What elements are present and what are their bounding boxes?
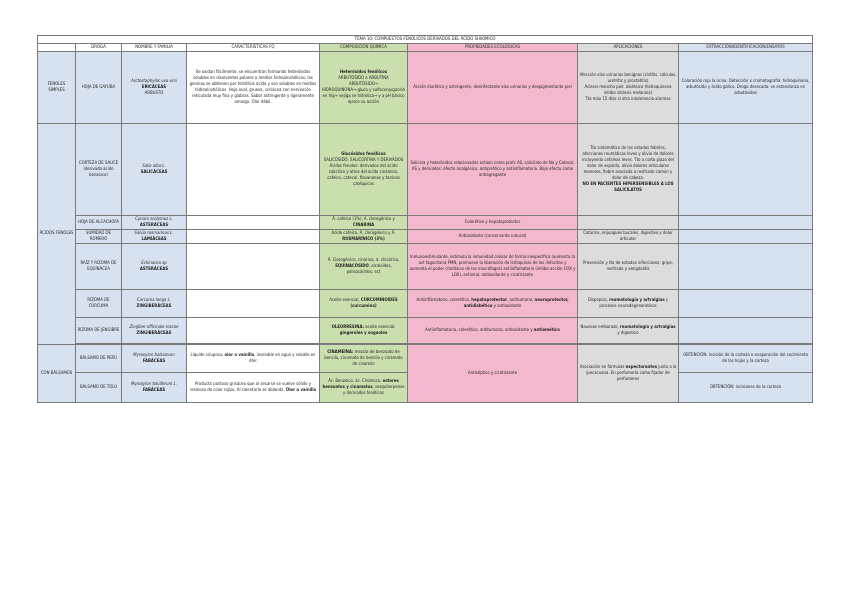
apl-jengibre bbox=[578, 318, 679, 344]
fq-peru bbox=[187, 345, 320, 373]
prop-curcuma-b: , antitumoral, bbox=[507, 297, 534, 303]
header-droga: DROGA bbox=[76, 44, 122, 52]
apl-curcuma-b: y procesos neurodegenerativos bbox=[599, 297, 669, 309]
comp-jengibre-bold1: OLEORRESINA: bbox=[331, 324, 364, 330]
nombre-peru bbox=[122, 345, 187, 373]
family-peru: FABÁCEAS bbox=[142, 358, 166, 364]
ext-peru: OBTENCIÓN: incisión de la corteza o evaporación del cocimiento de las hojas y la corteza bbox=[679, 345, 813, 373]
comp-tolu-b: , sesquiterpenos y derivados fenólicos bbox=[343, 384, 405, 396]
droga-gayuba: HOJA DE GAYUBA bbox=[76, 52, 122, 124]
apl-balsamos-a: Asociación en fórmulas bbox=[579, 364, 625, 370]
family-sauce: SALICÁCEAS bbox=[140, 169, 168, 175]
comp-romero-bold: ROSMARÍNICO (3%) bbox=[342, 236, 385, 242]
family-romero: LAMIÁCEAS bbox=[141, 236, 167, 242]
comp-curcuma bbox=[320, 290, 408, 318]
apl-jengibre-a: Nauseas embarazo, bbox=[580, 324, 619, 330]
comp-peru-bold: CINAMEÍNA: bbox=[327, 349, 354, 355]
apl-sauce bbox=[578, 124, 679, 216]
header-blank bbox=[38, 44, 76, 52]
apl-romero: Catarros, enjuagues bucales, digestivo y dolor articular bbox=[578, 230, 679, 244]
fq-alcachofa bbox=[187, 216, 320, 230]
apl-sauce-text: Tto sintomático de los estados febriles, afecciones reumáticas leves y alivio de dolores incluyendo cefaleas leves. Tto a corto plazo del dolor de espalda, alivio dolores articulares menores, fiebre asociada a resfriado común y dolor de cabeza. bbox=[582, 145, 674, 181]
prop-curcuma-c: y antioxidante bbox=[493, 303, 522, 309]
comp-alcachofa-text: Á. cafeico (1%), Á. clorogénico y bbox=[332, 216, 395, 222]
comp-romero-text: Ácido cafeico, Á. clorogénico y Á. bbox=[331, 230, 396, 236]
tipo-gayuba: ARBUSTO bbox=[144, 90, 164, 96]
group-fenoles-simples: FENOLES SIMPLES bbox=[38, 52, 76, 124]
droga-tolu: BÁLSAMO DE TOLÚ bbox=[76, 373, 122, 403]
prop-balsamos: Antiséptico y cicatrizante bbox=[408, 345, 578, 403]
comp-sauce-2: Ácidos fenoles: derivados del ácido salicílico y otros del ácido cinámico, cafeico, catecol, flavanonas y taninos catéquicos bbox=[327, 163, 400, 187]
fq-tolu bbox=[187, 373, 320, 403]
prop-curcuma-bold1: hepatoprotector bbox=[471, 297, 508, 303]
header-aplicaciones: APLICACIONES bbox=[578, 44, 679, 52]
species-equinacea: Echinacea sp bbox=[141, 260, 167, 266]
compuestos-fenolicos-table bbox=[37, 35, 813, 403]
species-romero: Salvia rosmarinus L. bbox=[134, 230, 174, 236]
header-nombre: NOMBRE Y FAMILIA bbox=[122, 44, 187, 52]
prop-alcachofa: Colerético y hepatoprotector bbox=[408, 216, 578, 230]
prop-jengibre-bold: antiemético bbox=[533, 327, 560, 333]
fq-romero bbox=[187, 230, 320, 244]
nombre-curcuma bbox=[122, 290, 187, 318]
comp-peru-text: mezcla de benzoato de bencilo, cinamato de bencilo y cinamato de cinamilo bbox=[324, 349, 403, 367]
droga-curcuma: RIZOMA DE CÚRCUMA bbox=[76, 290, 122, 318]
comp-equinacea-b: , alcaloides, polisacáridos, ect bbox=[346, 263, 392, 275]
family-tolu: FABÁCEAS bbox=[142, 387, 166, 393]
nombre-jengibre bbox=[122, 318, 187, 344]
fq-peru-bold: olor a vainilla bbox=[224, 352, 255, 358]
fq-curcuma bbox=[187, 290, 320, 318]
apl-jengibre-b: y digestivo bbox=[617, 330, 639, 336]
comp-sauce-1: SALICÓSIDO, SALICORTINA Y DERIVADOS bbox=[323, 157, 404, 163]
nombre-gayuba bbox=[122, 52, 187, 124]
prop-romero: Antioxidante (conservante natural) bbox=[408, 230, 578, 244]
prop-sauce: Salicina y heterósidos relacionados actúan como profc AS, salicilato de Na y Catecol. AS y derivados: efecto analgésico, antipirético y antiinflamatorio. Bajo efecto como antiagregante bbox=[408, 124, 578, 216]
nombre-romero bbox=[122, 230, 187, 244]
prop-curcuma bbox=[408, 290, 578, 318]
comp-alcachofa bbox=[320, 216, 408, 230]
fq-tolu-text: Producto pastoso grisáceo que al secarse se vuelve sólido y resinoso de color rojizo. Al calentarlo se ablanda. bbox=[189, 381, 312, 393]
header-composicion: COMPOSICIÓN QUÍMICA bbox=[320, 44, 408, 52]
ext-sauce bbox=[679, 124, 813, 216]
prop-gayuba: Acción diurética y astringente, desinfectante vías urinarias y despigmentante piel bbox=[408, 52, 578, 124]
header-extraccion: EXTRACCIÓN/IDENTIFICACIÓN/ENSAYOS bbox=[679, 44, 813, 52]
comp-gayuba-1: ARBUTÓSIDO o ARBUTINA bbox=[338, 75, 389, 81]
prop-curcuma-bold2: neuroprotector, antidiabético bbox=[463, 297, 569, 309]
fq-tolu-bold: Olor a vainilla bbox=[285, 387, 317, 393]
comp-gayuba-3: HIDROQUINONA→ gluco y sulfoconjugación en híg→ vejiga se hidroliza→ y a pH básico ejerce su acción bbox=[321, 87, 406, 105]
ext-tolu: OBTENCIÓN: incisiones de la corteza bbox=[679, 373, 813, 403]
species-sauce: Salix alba L. bbox=[142, 163, 166, 169]
apl-alcachofa bbox=[578, 216, 679, 230]
comp-curcuma-text: Aceite esencial, bbox=[329, 297, 360, 303]
comp-sauce-bold: Glucósidos fenólicos bbox=[341, 151, 386, 157]
family-gayuba: ERICÁCEAS bbox=[141, 84, 167, 90]
comp-equinacea-bold: EQUINACÓSIDO bbox=[335, 263, 369, 269]
apl-balsamos bbox=[578, 345, 679, 403]
comp-tolu bbox=[320, 373, 408, 403]
comp-tolu-bold: esteres benzoatos y cinamatos bbox=[322, 378, 399, 390]
group-con-balsamos: CON BÁLSAMOS bbox=[38, 345, 76, 403]
nombre-alcachofa bbox=[122, 216, 187, 230]
prop-curcuma-a: Antiinflamatorio, colerético, bbox=[416, 297, 471, 303]
fq-equinacea bbox=[187, 244, 320, 290]
prop-equinacea: Inmunoestimulante, estimula la inmunidad celular de forma inespecífica (aumenta la act fagocitaria PMN, promueve la liberación de linfoquinas de los linfocitos y aumenta el poder citotóxico de los macrófagos) antiinflamatorio (inhibe acción COX y LOX), antiviral, antioxidante y cicatrizante bbox=[408, 244, 578, 290]
prop-jengibre-a: Antiinflamatorio, colerético, antitumoral, antioxidante y bbox=[425, 327, 533, 333]
comp-jengibre-a: aceite esencial, bbox=[365, 324, 396, 330]
apl-curcuma-a: Dispepsia, bbox=[587, 297, 608, 303]
nombre-sauce bbox=[122, 124, 187, 216]
comp-sauce bbox=[320, 124, 408, 216]
family-alcachofa: ASTERÁCEAS bbox=[139, 222, 169, 228]
comp-romero bbox=[320, 230, 408, 244]
comp-jengibre bbox=[320, 318, 408, 344]
apl-gayuba bbox=[578, 52, 679, 124]
family-jengibre: ZINGIBERÁCEAS bbox=[136, 330, 172, 336]
species-gayuba: Arctostaphylos uva-ursi bbox=[131, 78, 177, 84]
species-curcuma: Curcuma longa L. bbox=[137, 297, 171, 303]
ext-alcachofa bbox=[679, 216, 813, 230]
ext-gayuba: Coloración roja la orina. Detección x cromatografía: hidroquinona, arbutósido y ácido gálico. Droga desecada: se estandariza en arbutósidos bbox=[679, 52, 813, 124]
apl-curcuma bbox=[578, 290, 679, 318]
species-tolu: Myroxylon toluiferum L. bbox=[131, 381, 177, 387]
comp-jengibre-bold2: gingeroles y sogaoles bbox=[339, 330, 388, 336]
ext-equinacea bbox=[679, 244, 813, 290]
apl-sauce-warning: NO EN PACIENTES HIPERSENSIBLES A LOS SALICILATOS bbox=[582, 181, 674, 193]
fq-peru-b: , insoluble en agua y soluble en éter bbox=[249, 352, 316, 364]
comp-equinacea bbox=[320, 244, 408, 290]
droga-peru: BÁLSAMO DE PERÚ bbox=[76, 345, 122, 373]
family-equinacea: ASTERÁCEAS bbox=[139, 266, 169, 272]
comp-equinacea-a: Á. Clorogénico, cinarina, á. chicórico, bbox=[327, 257, 400, 263]
droga-romero: SUMIDAD DE ROMERO bbox=[76, 230, 122, 244]
species-peru: Myroxylon balsamum bbox=[133, 352, 175, 358]
nombre-equinacea bbox=[122, 244, 187, 290]
ext-curcuma bbox=[679, 290, 813, 318]
fq-peru-a: Líquido siruposo, bbox=[190, 352, 224, 358]
comp-tolu-a: Ác. Benzoico, ác. Cinámico, bbox=[328, 378, 382, 384]
header-propiedades: PROPIEDADES ECOLÓGICAS bbox=[408, 44, 578, 52]
droga-equinacea: RAÍZ Y RIZOMA DE EQUINÁCEA bbox=[76, 244, 122, 290]
apl-gayuba-2: Aclarar mancha piel: aloétoica (hidroquinona inhibe síntesis melanina) bbox=[584, 84, 672, 96]
family-curcuma: ZINGIBERÁCEAS bbox=[136, 303, 172, 309]
fq-jengibre bbox=[187, 318, 320, 344]
ext-romero bbox=[679, 230, 813, 244]
comp-gayuba bbox=[320, 52, 408, 124]
prop-jengibre bbox=[408, 318, 578, 344]
droga-sauce: CORTEZA DE SAUCE (derivada ácido benzoico) bbox=[76, 124, 122, 216]
nombre-tolu bbox=[122, 373, 187, 403]
apl-gayuba-1: Afección vías urinarias benignas (cistitis, cálculos, uretritis y prostatitis) bbox=[579, 72, 677, 84]
header-fq: CARACTERÍSTICAS FQ bbox=[187, 44, 320, 52]
comp-alcachofa-bold: CINARINA bbox=[352, 222, 375, 228]
comp-gayuba-2: ARBUTÓSIDO→ bbox=[348, 81, 379, 87]
apl-equinacea: Prevención y tto de estados infecciosos: gripe, resfriado y amigdalitis bbox=[578, 244, 679, 290]
table-title: TEMA 10: COMPUESTOS FENÓLICOS DERIVADOS DEL ÁCIDO SHIKÍMICO bbox=[38, 36, 813, 44]
fq-gayuba: Se oxidan fácilmente, se encuentran formando heterósidos solubles en disolventes polares o medios hidroalcohólicos, las geninas se obtienen por hidrólisis ácida y son solubles en medios hidroalcohólicos. Hoja oval, gruesa, coriácea con nerviación reticulada muy fina y glabras. Sabor astringente y ligeramente amargo. Olor débil. bbox=[187, 52, 320, 124]
apl-balsamos-bold: expectorantes bbox=[625, 364, 658, 370]
comp-peru bbox=[320, 345, 408, 373]
group-acidos-fenoles: ÁCIDOS FENOLES bbox=[38, 124, 76, 345]
comp-curcuma-bold: CURCUMINOIDES (curcumina) bbox=[350, 297, 398, 309]
ext-jengibre bbox=[679, 318, 813, 344]
apl-curcuma-bold: reumatología y artralgias bbox=[609, 297, 665, 303]
droga-alcachofa: HOJA DE ALCACHOFA bbox=[76, 216, 122, 230]
page-table-container bbox=[37, 35, 812, 403]
species-alcachofa: Cynara scolymus L. bbox=[135, 216, 173, 222]
apl-balsamos-b: junto a la ipecacuana. En perfumería como fijador de perfumeres bbox=[586, 364, 677, 382]
apl-gayuba-3: Tto máx 15 días si otra intolerancia alarmas bbox=[585, 96, 671, 102]
comp-gayuba-bold: Heterósidos fenólicos bbox=[339, 69, 388, 75]
apl-jengibre-bold: reumatología y artralgias bbox=[619, 324, 676, 330]
species-jengibre: Zingiber officinale roscoe bbox=[129, 324, 179, 330]
droga-jengibre: RIZOMA DE JENGIBRE bbox=[76, 318, 122, 344]
fq-sauce bbox=[187, 124, 320, 216]
